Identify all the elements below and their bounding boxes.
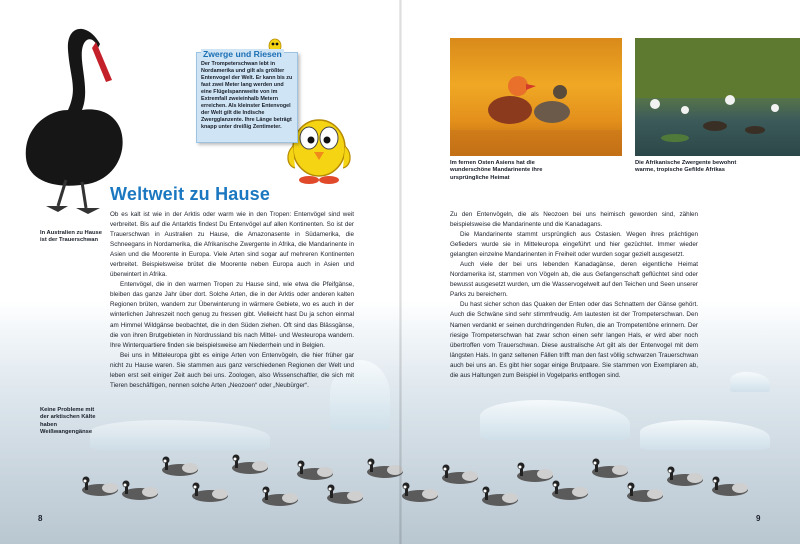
info-box-title: Zwerge und Riesen	[203, 49, 282, 59]
geese-flock-photo	[70, 440, 770, 530]
article-heading: Weltweit zu Hause	[110, 184, 271, 204]
goose	[82, 477, 118, 497]
paragraph: Die Mandarinente stammt ursprünglich aus Ostasien. Wegen ihres prächtigen Gefieders wurde sie in Mitteleuropa eingeführt und hier gezüchtet. Immer wieder gelangten einzelne Mandarinenten in Freiheit oder wurden sogar gezielt ausgesetzt.	[450, 231, 698, 259]
caption-pygmy: Die Afrikanische Zwergente bewohnt warme, tropische Gefilde Afrikas	[635, 160, 737, 174]
goose	[192, 483, 228, 503]
goose	[232, 455, 268, 475]
goose	[122, 481, 158, 501]
goose	[712, 477, 748, 497]
goose	[262, 487, 298, 507]
goose	[442, 465, 478, 485]
caption-mandarin: Im fernen Osten Asiens hat die wunderschöne Mandarinente ihre ursprüngliche Heimat	[450, 160, 543, 181]
paragraph: Ob es kalt ist wie in der Arktis oder warm wie in den Tropen: Entenvögel sind weit verbreitet. Bis auf die Antarktis findest Du Entenvögel auf allen Kontinenten. So ist der Trauerschwan in Australien zu Hause, die Amazonasente in Südamerika, die Schneegans in Nordamerika, die Afrikanische Zwergente in Afrika, die Mandarinente in Asien und die Moorente in Europa. Viele Arten sind sogar auf mehreren Kontinenten verbreitet. Beispielsweise brütet die Moorente neben Europa auch in Asien und überwintert in Afrika.	[110, 211, 354, 279]
info-box-zwerge-und-riesen	[196, 49, 298, 143]
left-column-text	[110, 210, 354, 391]
info-box-text: Der Trompeterschwan lebt in Nordamerika und gilt als größter Entenvogel der Welt. Er kann bis zu fast zwei Meter lang werden und eine Flügelspannweite von im Extremfall zweieinhalb Metern erreichen. Als kleinster Entenvogel der Welt gilt die Indische Zwergglanzente. Ihre Länge beträgt knapp unter dreißig Zentimeter.	[201, 61, 293, 131]
caption-black-swan: In Australien zu Hause ist der Trauerschwan	[40, 230, 102, 244]
mandarin-duck-photo	[450, 38, 622, 156]
page-number-right: 9	[756, 514, 761, 523]
goose	[297, 461, 333, 481]
paragraph: Bei uns in Mitteleuropa gibt es einige Arten von Entenvögeln, die hier früher gar nicht zu Hause waren. Sie stammen aus ganz verschiedenen Regionen der Welt und leben erst seit einiger Zeit auch bei uns. Zoologen, also Wissenschaftler, die sich mit Tieren beschäftigen, nennen solche Arten „Neozoen“ oder „Neubürger“.	[110, 351, 354, 389]
african-pygmy-goose-photo	[635, 38, 800, 156]
goose	[402, 483, 438, 503]
paragraph: Zu den Entenvögeln, die als Neozoen bei uns heimisch geworden sind, zählen beispielsweise die Mandarinente und die Kanadagans.	[450, 211, 698, 229]
goose	[592, 459, 628, 479]
right-column-text	[450, 210, 698, 381]
goose	[162, 457, 198, 477]
goose	[482, 487, 518, 507]
goose	[552, 481, 588, 501]
paragraph: Auch viele der bei uns lebenden Kanadagänse, deren eigentliche Heimat Nordamerika ist, stammen von Vögeln ab, die aus Gefangenschaft geflüchtet sind oder bewusst ausgesetzt wurden, um die Wasservogelwelt auf den Teichen und Seen unserer Parks zu bereichern.	[450, 261, 698, 299]
page-fold	[399, 0, 402, 544]
goose	[327, 485, 363, 505]
caption-geese: Keine Probleme mit der arktischen Kälte haben Weißwangengänse	[40, 407, 96, 436]
goose	[627, 483, 663, 503]
paragraph: Du hast sicher schon das Quaken der Enten oder das Schnattern der Gänse gehört. Auch die Schwäne sind sehr stimmfreudig. Am lautesten ist der Trompeterschwan. Den Namen verdankt er seinen durchdringenden Rufen, die an Trompetentöne erinnern. Der riesige Trompeterschwan hat zwar schon einen sehr langen Hals, er wird aber noch übertroffen vom Trauerschwan. Diese australische Art gilt als der Entenvogel mit dem längsten Hals. In ganz seltenen Fällen trifft man den fast völlig schwarzen Trauerschwan auch bei uns an. Es gibt hier sogar einige Brutpaare. Sie stammen von Exemplaren ab, die aus Haltungen zum Beispiel in Vogelparks entflogen sind.	[450, 301, 698, 379]
page-number-left: 8	[38, 514, 43, 523]
goose	[517, 463, 553, 483]
paragraph: Entenvögel, die in den warmen Tropen zu Hause sind, wie etwa die Pfeifgänse, bleiben das ganze Jahr über dort. Solche Arten, die in der Arktis oder anderen kalten Regionen brüten, wandern zur Überwinterung in wärmere Gebiete, wo es auch in der winterlichen Jahreszeit noch genug zu fressen gibt. Vielleicht hast Du ja schon einmal am Himmel Wildgänse beobachtet, die in den Süden ziehen. Oft sind das Blässgänse, die von ihren Brutgebieten in Nordrussland bis nach Mittel- und Westeuropa wandern. Ihre Winterquartiere finden sie beispielsweise am Niederrhein und in Belgien.	[110, 281, 354, 349]
goose	[667, 467, 703, 487]
goose	[367, 459, 403, 479]
